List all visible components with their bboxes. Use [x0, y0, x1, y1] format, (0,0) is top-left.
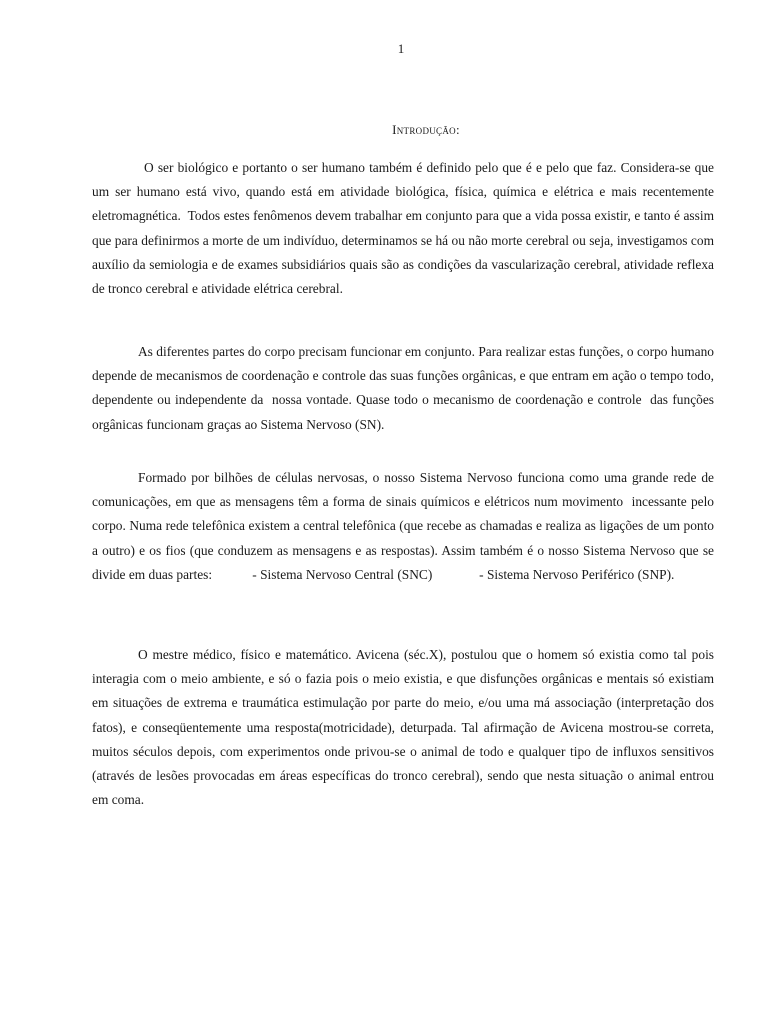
- paragraph-2: As diferentes partes do corpo precisam funcionar em conjunto. Para realizar estas funções, o corpo humano depende de mecanismos de coordenação e controle das suas funções orgânicas, e que entram em ação o tempo todo, dependente ou independente da nossa vontade. Quase todo o mecanismo de coordenação e controle das funções orgânicas funcionam graças ao Sistema Nervoso (SN).: [92, 344, 718, 432]
- section-title: Introdução:: [392, 122, 460, 137]
- paragraph-1: O ser biológico e portanto o ser humano também é definido pelo que é e pelo que faz. Considera-se que um ser humano está vivo, quando está em atividade biológica, física, química e elétrica e mais recentemente eletromagnética. Todos estes fenômenos devem trabalhar em conjunto para que a vida possa existir, e tanto é assim que para definirmos a morte de um indivíduo, determinamos se há ou não morte cerebral ou seja, investigamos com auxílio da semiologia e de exames subsidiários quais são as condições da vascularização cerebral, atividade reflexa de tronco cerebral e atividade elétrica cerebral.: [92, 160, 718, 297]
- paragraph-3: Formado por bilhões de células nervosas, o nosso Sistema Nervoso funciona como uma grande rede de comunicações, em que as mensagens têm a forma de sinais químicos e elétricos num movimento incessante pelo corpo. Numa rede telefônica existem a central telefônica (que recebe as chamadas e realiza as ligações de um ponto a outro) e os fios (que conduzem as mensagens e as respostas). Assim também é o nosso Sistema Nervoso que se divide em duas partes: - Sistema Nervoso Central (SNC) - Sistema Nervoso Periférico (SNP).: [92, 470, 718, 582]
- page-number: 1: [397, 41, 405, 56]
- paragraph-4: O mestre médico, físico e matemático. Avicena (séc.X), postulou que o homem só existia como tal pois interagia com o meio ambiente, e só o fazia pois o meio existia, e que disfunções orgânicas e mentais só existiam em situações de extrema e traumática estimulação por parte do meio, e/ou uma má associação (interpretação dos fatos), e conseqüentemente uma resposta(motricidade), deturpada. Tal afirmação de Avicena mostrou-se correta, muitos séculos depois, com experimentos onde privou-se o animal de todo e qualquer tipo de influxos sensitivos (através de lesões provocadas em áreas específicas do tronco cerebral), sendo que nesta situação o animal entrou em coma.: [92, 647, 718, 808]
